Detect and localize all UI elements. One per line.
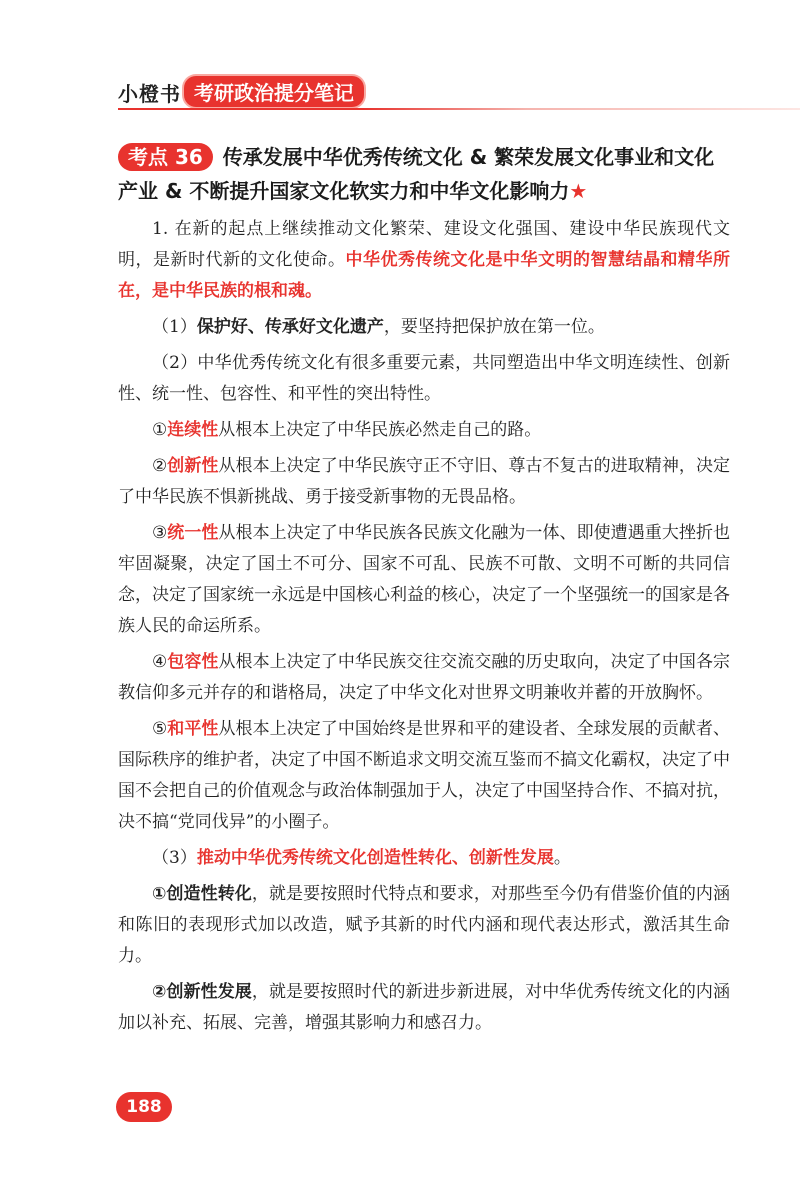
- point-number: （1）: [152, 317, 197, 337]
- trait-number: ③: [152, 523, 168, 543]
- paragraph-innovative-development: [118, 977, 730, 1039]
- trait-text: 从根本上决定了中华民族各民族文化融为一体、即使遭遇重大挫折也牢固凝聚，决定了国土不可分、国家不可乱、民族不可散、文明不可断的共同信念，决定了国家统一永远是中国核心利益的核心，决定了一个坚强统一的国家是各族人民的命运所系。: [118, 523, 731, 636]
- point-keyword: 保护好、传承好文化遗产: [196, 317, 384, 337]
- trait-unity: [118, 518, 730, 642]
- trait-name: 和平性: [167, 719, 219, 739]
- paragraph-intro: [118, 214, 730, 307]
- trait-peacefulness: [118, 714, 730, 838]
- trait-name: 统一性: [167, 523, 219, 543]
- point-text: ，要坚持把保护放在第一位。: [383, 317, 605, 337]
- point-keyword: 推动中华优秀传统文化创造性转化、创新性发展: [196, 848, 554, 868]
- trait-text: 从根本上决定了中华民族交往交流交融的历史取向，决定了中国各宗教信仰多元并存的和谐格局，决定了中华文化对世界文明兼收并蓄的开放胸怀。: [118, 652, 731, 703]
- trait-innovation: [118, 451, 730, 513]
- term-keyword: ①创造性转化: [152, 884, 252, 904]
- body-text: [118, 214, 730, 1044]
- term-text: ，就是要按照时代的新进步新进展，对中华优秀传统文化的内涵加以补充、拓展、完善，增强其影响力和感召力。: [118, 982, 730, 1033]
- point-text: 。: [553, 848, 571, 868]
- point-number: （3）: [152, 848, 197, 868]
- trait-text: 从根本上决定了中华民族必然走自己的路。: [218, 420, 542, 440]
- paragraph-point-3: [118, 843, 730, 874]
- trait-number: ④: [152, 652, 168, 672]
- trait-inclusiveness: [118, 647, 730, 709]
- trait-number: ⑤: [152, 719, 168, 739]
- intro-text: 1. 在新的起点上继续推动文化繁荣、建设文化强国、建设中华民族现代文明，是新时代新的文化使命。: [118, 219, 730, 270]
- paragraph-creative-transformation: [118, 879, 730, 972]
- trait-continuity: [118, 415, 730, 446]
- paragraph-point-2: （2）中华优秀传统文化有很多重要元素，共同塑造出中华文明连续性、创新性、统一性、包容性、和平性的突出特性。: [118, 353, 730, 404]
- series-title-badge: 考研政治提分笔记: [184, 76, 364, 107]
- term-keyword: ②创新性发展: [152, 982, 252, 1002]
- term-text: ，就是要按照时代特点和要求，对那些至今仍有借鉴价值的内涵和陈旧的表现形式加以改造，赋予其新的时代内涵和现代表达形式，激活其生命力。: [118, 884, 730, 966]
- trait-text: 从根本上决定了中国始终是世界和平的建设者、全球发展的贡献者、国际秩序的维护者，决定了中国不断追求文明交流互鉴而不搞文化霸权，决定了中国不会把自己的价值观念与政治体制强加于人，决定了中国坚持合作、不搞对抗，决不搞“党同伐异”的小圈子。: [118, 719, 731, 832]
- trait-number: ①: [152, 420, 168, 440]
- trait-number: ②: [152, 456, 168, 476]
- trait-name: 包容性: [167, 652, 219, 672]
- book-brand: 小橙书: [118, 82, 181, 106]
- trait-text: 从根本上决定了中华民族守正不守旧、尊古不复古的进取精神，决定了中华民族不惧新挑战、勇于接受新事物的无畏品格。: [118, 456, 731, 507]
- star-icon: ★: [569, 179, 588, 203]
- topic-heading: [118, 140, 730, 208]
- trait-name: 连续性: [167, 420, 219, 440]
- paragraph-point-1: [118, 312, 730, 343]
- running-header: [118, 74, 800, 114]
- page-number: 188: [116, 1092, 172, 1122]
- topic-title: 传承发展中华优秀传统文化 & 繁荣发展文化事业和文化产业 & 不断提升国家文化软实力和中华文化影响力: [118, 145, 715, 203]
- trait-name: 创新性: [167, 456, 219, 476]
- header-divider: [118, 108, 800, 110]
- intro-highlight: 中华优秀传统文化是中华文明的智慧结晶和精华所在，是中华民族的根和魂。: [118, 250, 730, 301]
- topic-badge: 考点 36: [118, 143, 213, 171]
